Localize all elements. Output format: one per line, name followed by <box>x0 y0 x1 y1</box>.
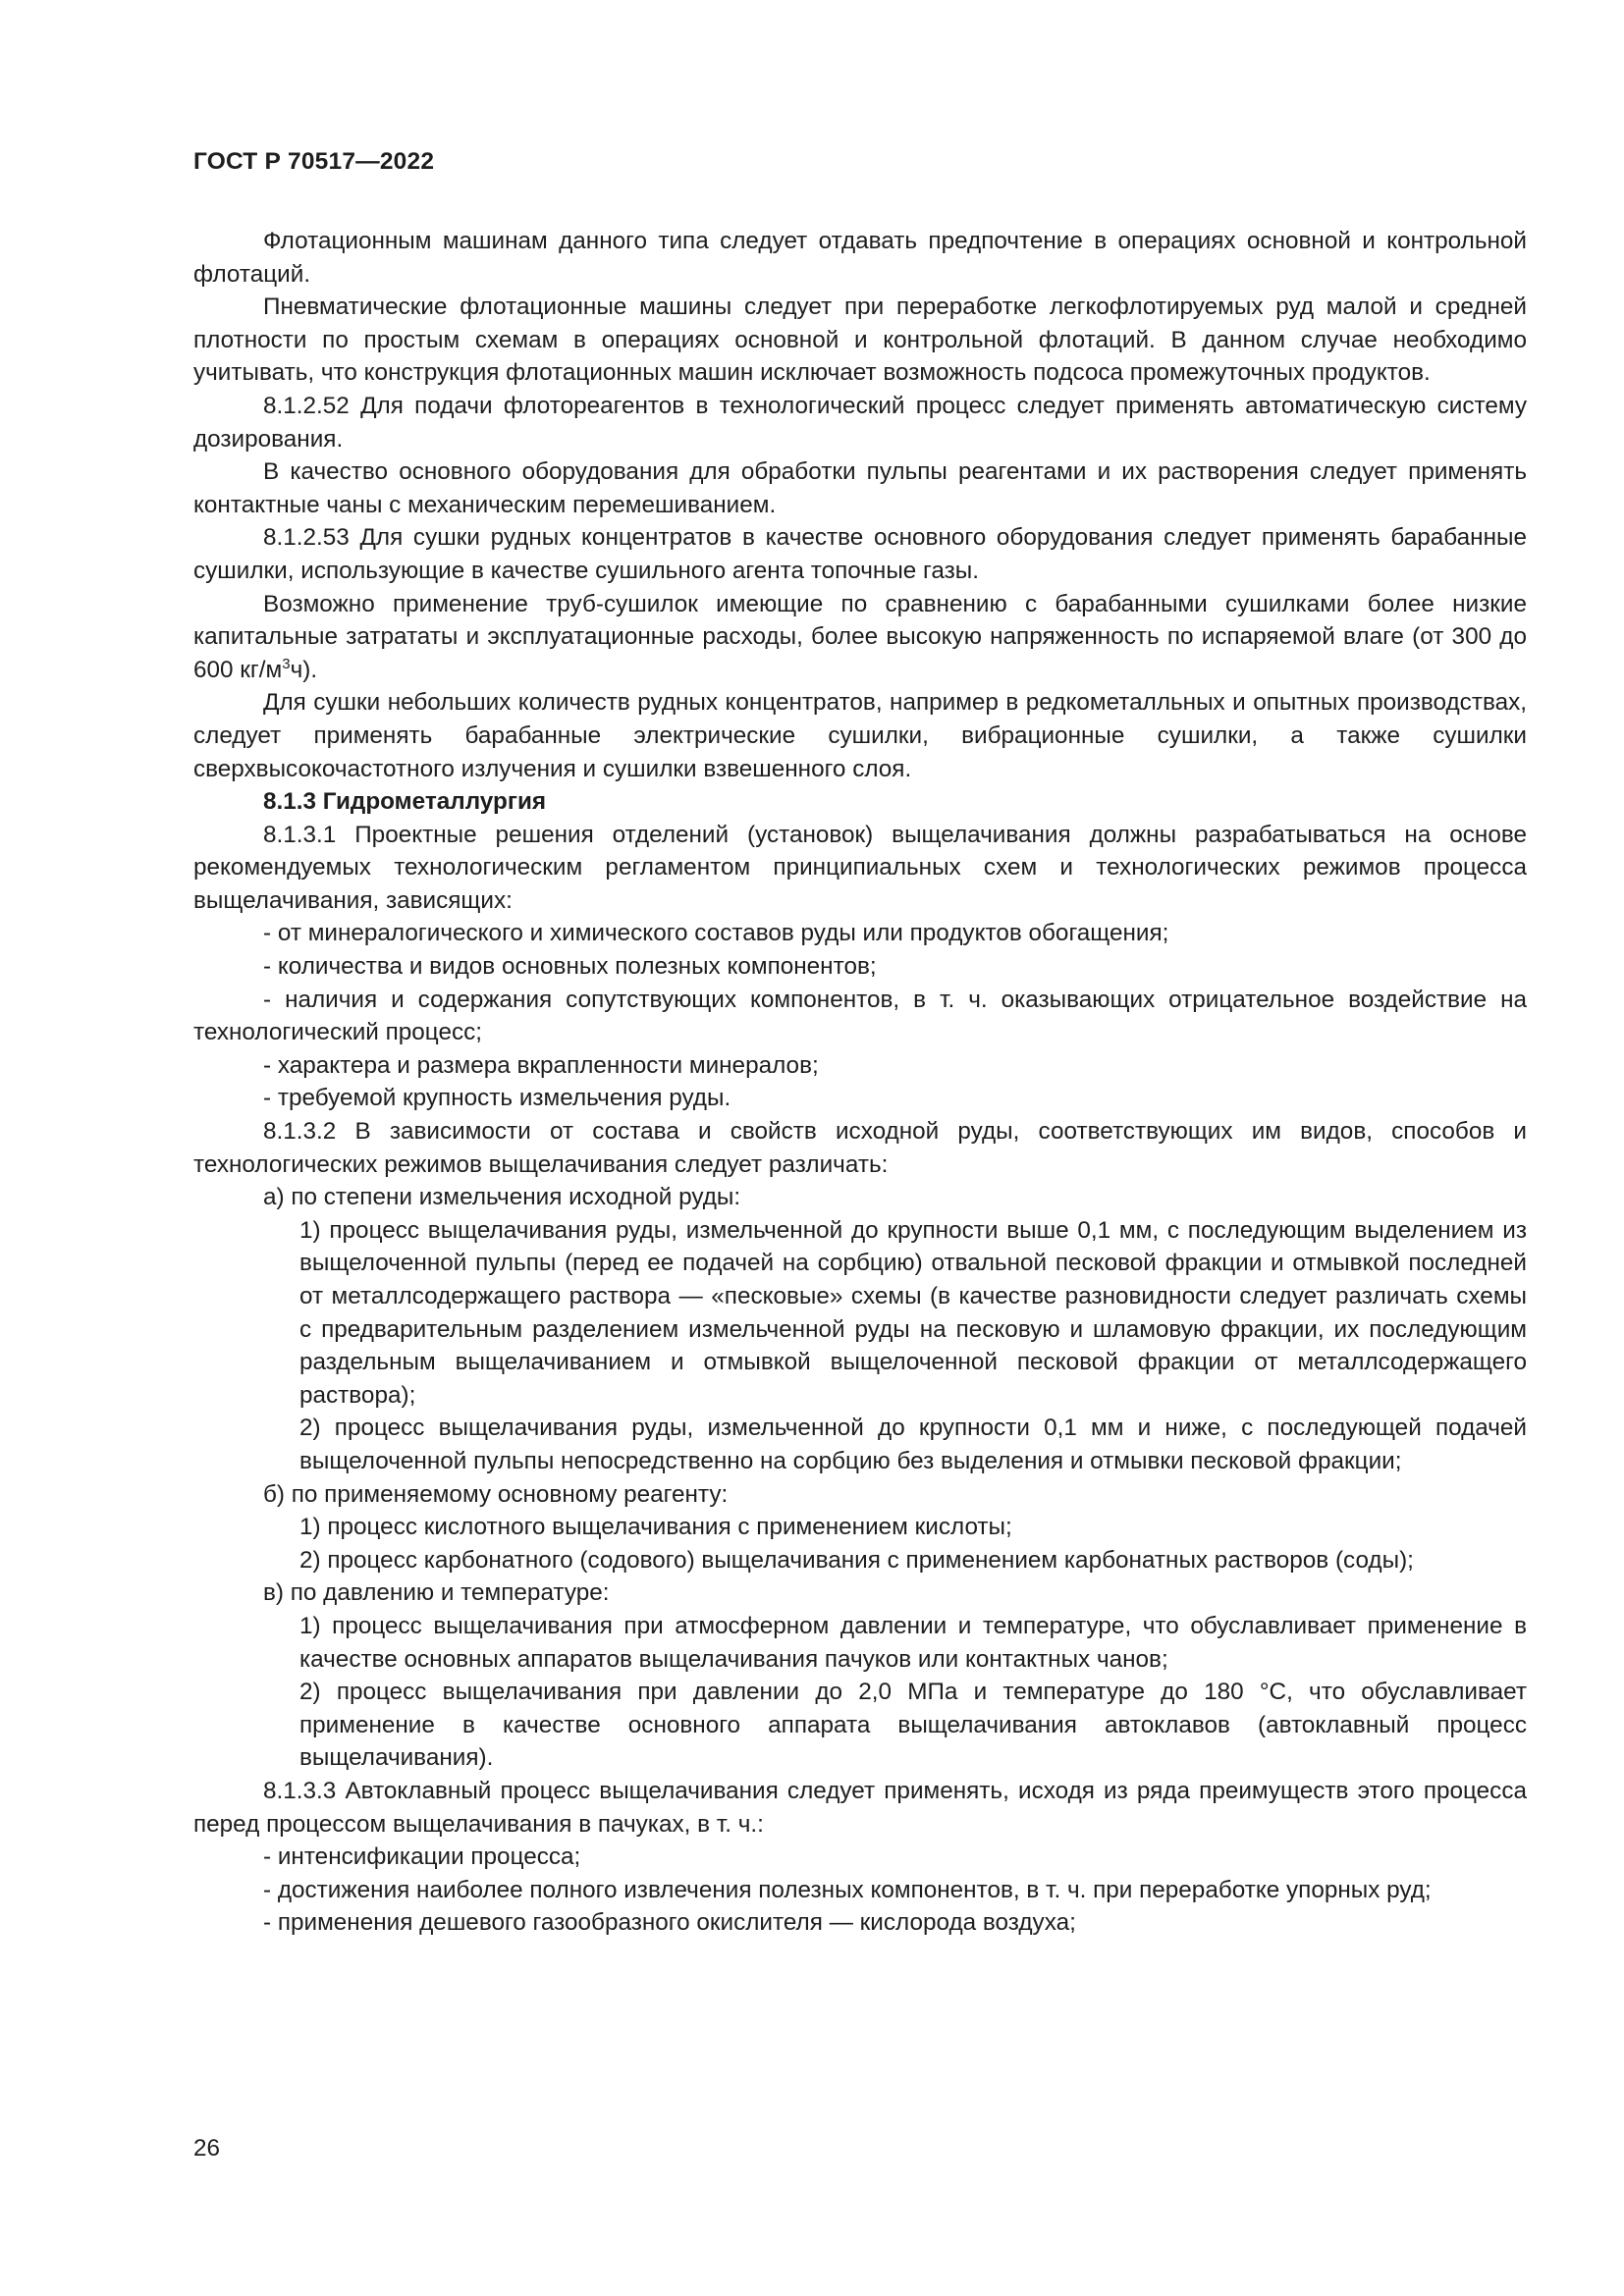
sub-list-item: 1) процесс выщелачивания при атмосферном давлении и температуре, что обуславливает применение в качестве основных аппаратов выщелачивания пачуков или контактных чанов; <box>299 1612 1527 1673</box>
list-item: а) по степени измельчения исходной руды: <box>263 1184 741 1211</box>
paragraph: Пневматические флотационные машины следует при переработке легкофлотируемых руд малой и средней плотности по простым схемам в операциях основной и контрольной флотаций. В данном случае необходимо учитывать, что конструкция флотационных машин исключает возможность подсоса промежуточных продуктов. <box>193 294 1527 387</box>
paragraph: 8.1.3.2 В зависимости от состава и свойств исходной руды, соответствующих им видов, способов и технологических режимов выщелачивания следует различать: <box>193 1118 1527 1178</box>
paragraph-with-superscript <box>193 588 1527 687</box>
paragraph: 8.1.3.3 Автоклавный процесс выщелачивания следует применять, исходя из ряда преимуществ этого процесса перед процессом выщелачивания в пачуках, в т. ч.: <box>193 1777 1527 1838</box>
sub-list-item: 1) процесс кислотного выщелачивания с применением кислоты; <box>299 1514 1012 1541</box>
paragraph-text: Возможно применение труб-сушилок имеющие по сравнению с барабанными сушилками более низкие капитальные затрататы и эксплуатационные расходы, более высокую напряженность по испаряемой влаге (от 300 до 600 кг/м <box>193 590 1527 683</box>
superscript: 3 <box>282 655 291 672</box>
sub-list-item: 1) процесс выщелачивания руды, измельченной до крупности выше 0,1 мм, с последующим выделением из выщелоченной пульпы (перед ее подачей на сорбцию) отвальной песковой фракции и отмывкой последней от металлсодержащего раствора — «песковые» схемы (в качестве разновидности следует различать схемы с предварительным разделением измельченной руды на песковую и шламовую фракции, их последующим раздельным выщелачиванием и отмывкой выщелоченной песковой фракции от металлсодержащего раствора); <box>299 1216 1527 1409</box>
sub-list-item: 2) процесс выщелачивания при давлении до 2,0 МПа и температуре до 180 °С, что обуславливает применение в качестве основного аппарата выщелачивания автоклавов (автоклавный процесс выщелачивания). <box>299 1679 1527 1772</box>
document-header-id: ГОСТ Р 70517—2022 <box>193 148 435 175</box>
sub-list-item: 2) процесс карбонатного (содового) выщелачивания с применением карбонатных растворов (соды); <box>299 1546 1414 1574</box>
paragraph-text: ч). <box>290 656 318 683</box>
paragraph: 8.1.2.53 Для сушки рудных концентратов в качестве основного оборудования следует применять барабанные сушилки, использующие в качестве сушильного агента топочные газы. <box>193 524 1527 584</box>
list-item: - требуемой крупность измельчения руды. <box>263 1085 731 1112</box>
paragraph: Флотационным машинам данного типа следует отдавать предпочтение в операциях основной и контрольной флотаций. <box>193 228 1527 288</box>
paragraph: В качество основного оборудования для обработки пульпы реагентами и их растворения следует применять контактные чаны с механическим перемешиванием. <box>193 458 1527 518</box>
paragraph: 8.1.2.52 Для подачи флотореагентов в технологический процесс следует применять автоматическую систему дозирования. <box>193 392 1527 453</box>
list-item: б) по применяемому основному реагенту: <box>263 1480 729 1508</box>
paragraph: Для сушки небольших количеств рудных концентратов, например в редкометалльных и опытных производствах, следует применять барабанные электрические сушилки, вибрационные сушилки, а также сушилки сверхвысокочастотного излучения и сушилки взвешенного слоя. <box>193 689 1527 782</box>
list-item: - наличия и содержания сопутствующих компонентов, в т. ч. оказывающих отрицательное воздействие на технологический процесс; <box>193 986 1527 1046</box>
list-item: - интенсификации процесса; <box>263 1843 581 1871</box>
section-heading: 8.1.3 Гидрометаллургия <box>263 788 547 816</box>
list-item: - применения дешевого газообразного окислителя — кислорода воздуха; <box>263 1909 1076 1937</box>
list-item: - от минералогического и химического составов руды или продуктов обогащения; <box>263 920 1169 947</box>
paragraph: 8.1.3.1 Проектные решения отделений (установок) выщелачивания должны разрабатываться на основе рекомендуемых технологическим регламентом принципиальных схем и технологических режимов процесса выщелачивания, зависящих: <box>193 821 1527 914</box>
list-item: - характера и размера вкрапленности минералов; <box>263 1051 819 1079</box>
page-number: 26 <box>193 2135 221 2162</box>
list-item: в) по давлению и температуре: <box>263 1579 610 1607</box>
sub-list-item: 2) процесс выщелачивания руды, измельченной до крупности 0,1 мм и ниже, с последующей подачей выщелоченной пульпы непосредственно на сорбцию без выделения и отмывки песковой фракции; <box>299 1415 1527 1474</box>
list-item: - количества и видов основных полезных компонентов; <box>263 953 877 981</box>
list-item: - достижения наиболее полного извлечения полезных компонентов, в т. ч. при переработке упорных руд; <box>263 1876 1432 1903</box>
document-body <box>193 225 1527 1940</box>
